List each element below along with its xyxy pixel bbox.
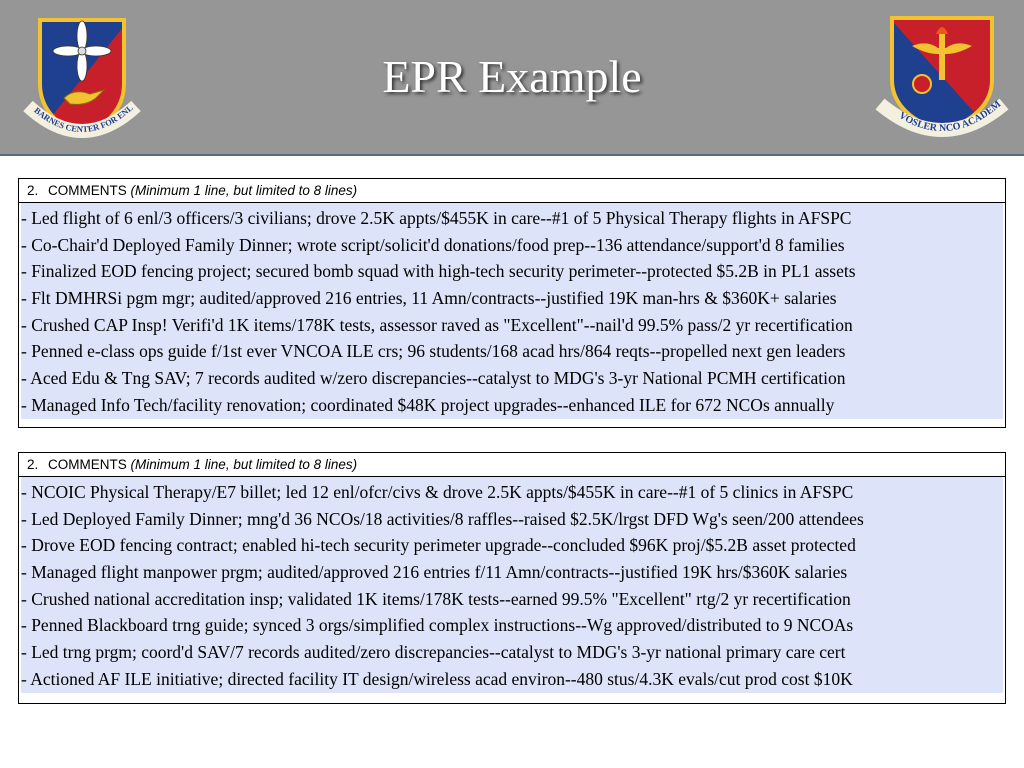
comment-line: - Finalized EOD fencing project; secured bomb squad with high-tech security perimeter--protected $5.2B in PL1 assets	[21, 261, 856, 282]
comment-line: - Drove EOD fencing contract; enabled hi-tech security perimeter upgrade--concluded $96K proj/$5.2B asset protected	[21, 535, 856, 556]
comment-line: - Penned e-class ops guide f/1st ever VNCOA ILE crs; 96 students/168 acad hrs/864 reqts--propelled next gen leaders	[21, 341, 846, 362]
comments-block-1	[18, 178, 1006, 428]
comment-line: - NCOIC Physical Therapy/E7 billet; led 12 enl/ofcr/civs & drove 2.5K appts/$455K in care--#1 of 5 clinics in AFSPC	[21, 482, 854, 502]
comment-line: - Led Deployed Family Dinner; mng'd 36 NCOs/18 activities/8 raffles--raised $2.5K/lrgst DFD Wg's seen/200 attendees	[21, 508, 864, 529]
comment-line: - Co-Chair'd Deployed Family Dinner; wrote script/solicit'd donations/food prep--136 attendance/support'd 8 families	[21, 234, 845, 255]
right-logo-text: VOSLER NCO ACADEM	[896, 98, 1004, 135]
slide-title: EPR Example	[382, 51, 642, 102]
comments-header	[19, 179, 1005, 203]
section-title: COMMENTS	[48, 183, 127, 198]
comment-line: - Penned Blackboard trng guide; synced 3 orgs/simplified complex instructions--Wg approved/distributed to 9 NCOAs	[21, 615, 854, 636]
comment-line: - Managed flight manpower prgm; audited/approved 216 entries f/11 Amn/contracts--justified 19K hrs/$360K salaries	[21, 562, 848, 583]
comment-line: - Led trng prgm; coord'd SAV/7 records audited/zero discrepancies--catalyst to MDG's 3-yr national primary care cert	[21, 642, 846, 663]
section-number: 2.	[27, 457, 39, 472]
comment-line: - Crushed CAP Insp! Verifi'd 1K items/178K tests, assessor raved as "Excellent"--nail'd 99.5% pass/2 yr recertification	[21, 314, 853, 335]
section-note: (Minimum 1 line, but limited to 8 lines)	[130, 183, 358, 198]
comments-header	[19, 453, 1005, 477]
section-note: (Minimum 1 line, but limited to 8 lines)	[130, 457, 358, 472]
comment-line: - Led flight of 6 enl/3 officers/3 civilians; drove 2.5K appts/$455K in care--#1 of 5 Physical Therapy flights in AFSPC	[21, 208, 852, 228]
vosler-nco-academy-crest-icon	[872, 6, 1012, 146]
section-title: COMMENTS	[48, 457, 127, 472]
comment-line: - Managed Info Tech/facility renovation; coordinated $48K project upgrades--enhanced ILE for 672 NCOs annually	[21, 394, 835, 415]
comment-lines	[21, 203, 1003, 419]
comment-line: - Aced Edu & Tng SAV; 7 records audited w/zero discrepancies--catalyst to MDG's 3-yr National PCMH certification	[21, 368, 846, 389]
comment-line: - Flt DMHRSi pgm mgr; audited/approved 216 entries, 11 Amn/contracts--justified 19K man-hrs & $360K+ salaries	[21, 288, 837, 309]
comment-lines	[21, 477, 1003, 693]
section-number: 2.	[27, 183, 39, 198]
comments-block-2	[18, 452, 1006, 704]
comment-line: - Actioned AF ILE initiative; directed facility IT design/wireless acad environ--480 stus/4.3K evals/cut prod cost $10K	[21, 668, 853, 689]
left-logo-text: BARNES CENTER FOR ENL	[32, 102, 135, 135]
slide-header	[0, 0, 1024, 156]
comment-line: - Crushed national accreditation insp; validated 1K items/178K tests--earned 99.5% "Excellent" rtg/2 yr recertification	[21, 588, 851, 609]
